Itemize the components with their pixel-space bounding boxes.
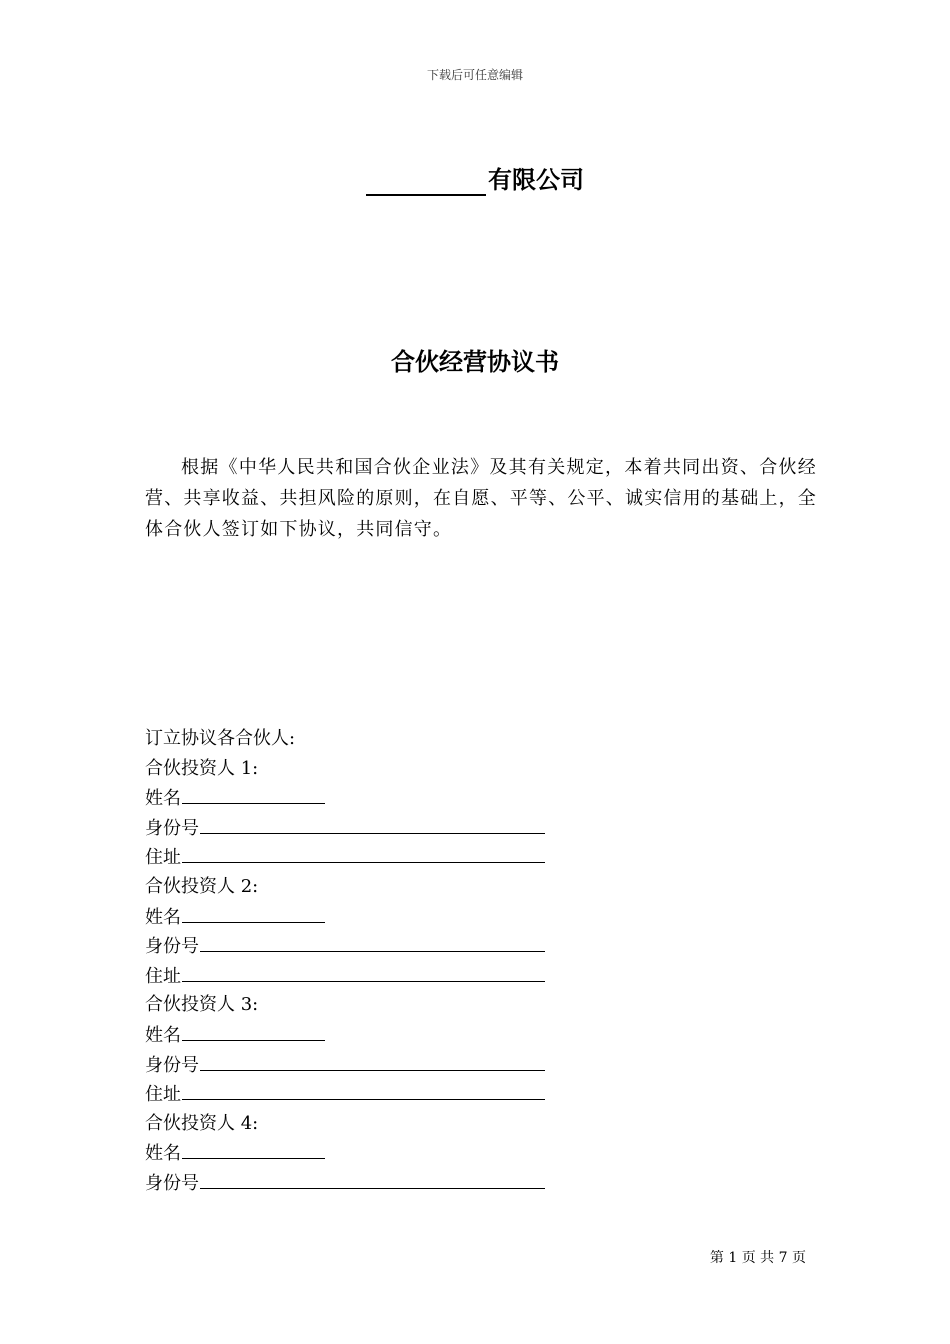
partners-intro: 订立协议各合伙人:	[145, 728, 296, 749]
name-blank	[182, 902, 325, 923]
partner-name-row	[145, 1020, 605, 1050]
partner-heading: 合伙投资人 3:	[145, 994, 259, 1016]
address-blank	[182, 1079, 545, 1100]
name-label: 姓名	[145, 906, 181, 928]
partners-section	[145, 724, 605, 1198]
partner-id-row	[145, 813, 605, 843]
name-label: 姓名	[145, 1143, 181, 1165]
partner-id-row	[145, 931, 605, 961]
partner-address-row	[145, 961, 605, 991]
id-label: 身份号	[145, 1172, 199, 1194]
partner-heading: 合伙投资人 2:	[145, 875, 259, 897]
document-title: 合伙经营协议书	[391, 348, 559, 376]
partner-id-row	[145, 1050, 605, 1080]
address-label: 住址	[145, 965, 181, 987]
address-label: 住址	[145, 847, 181, 869]
name-blank	[182, 1020, 325, 1041]
id-label: 身份号	[145, 936, 199, 958]
id-blank	[200, 813, 545, 834]
name-blank	[182, 783, 325, 804]
partner-id-row	[145, 1168, 605, 1198]
page-number: 第 1 页 共 7 页	[709, 1250, 806, 1266]
partner-heading: 合伙投资人 4:	[145, 1112, 259, 1134]
id-blank	[200, 931, 545, 952]
address-label: 住址	[145, 1084, 181, 1106]
name-label: 姓名	[145, 788, 181, 810]
partner-heading: 合伙投资人 1:	[145, 757, 259, 779]
address-blank	[182, 842, 545, 863]
id-blank	[200, 1050, 545, 1071]
partner-name-row	[145, 783, 605, 813]
address-blank	[182, 961, 545, 982]
id-blank	[200, 1168, 545, 1189]
name-label: 姓名	[145, 1024, 181, 1046]
page-header-note: 下载后可任意编辑	[426, 68, 523, 82]
company-suffix: 有限公司	[488, 166, 584, 194]
company-name-blank	[366, 168, 486, 196]
partner-name-row	[145, 1138, 605, 1168]
name-blank	[182, 1138, 325, 1159]
company-name-line	[0, 164, 950, 196]
id-label: 身份号	[145, 1054, 199, 1076]
preamble-paragraph: 根据《中华人民共和国合伙企业法》及其有关规定，本着共同出资、合伙经营、共享收益、共担风险的原则，在自愿、平等、公平、诚实信用的基础上，全体合伙人签订如下协议，共同信守。	[145, 457, 817, 540]
id-label: 身份号	[145, 817, 199, 839]
partner-address-row	[145, 1079, 605, 1109]
partner-name-row	[145, 902, 605, 932]
partner-address-row	[145, 842, 605, 872]
